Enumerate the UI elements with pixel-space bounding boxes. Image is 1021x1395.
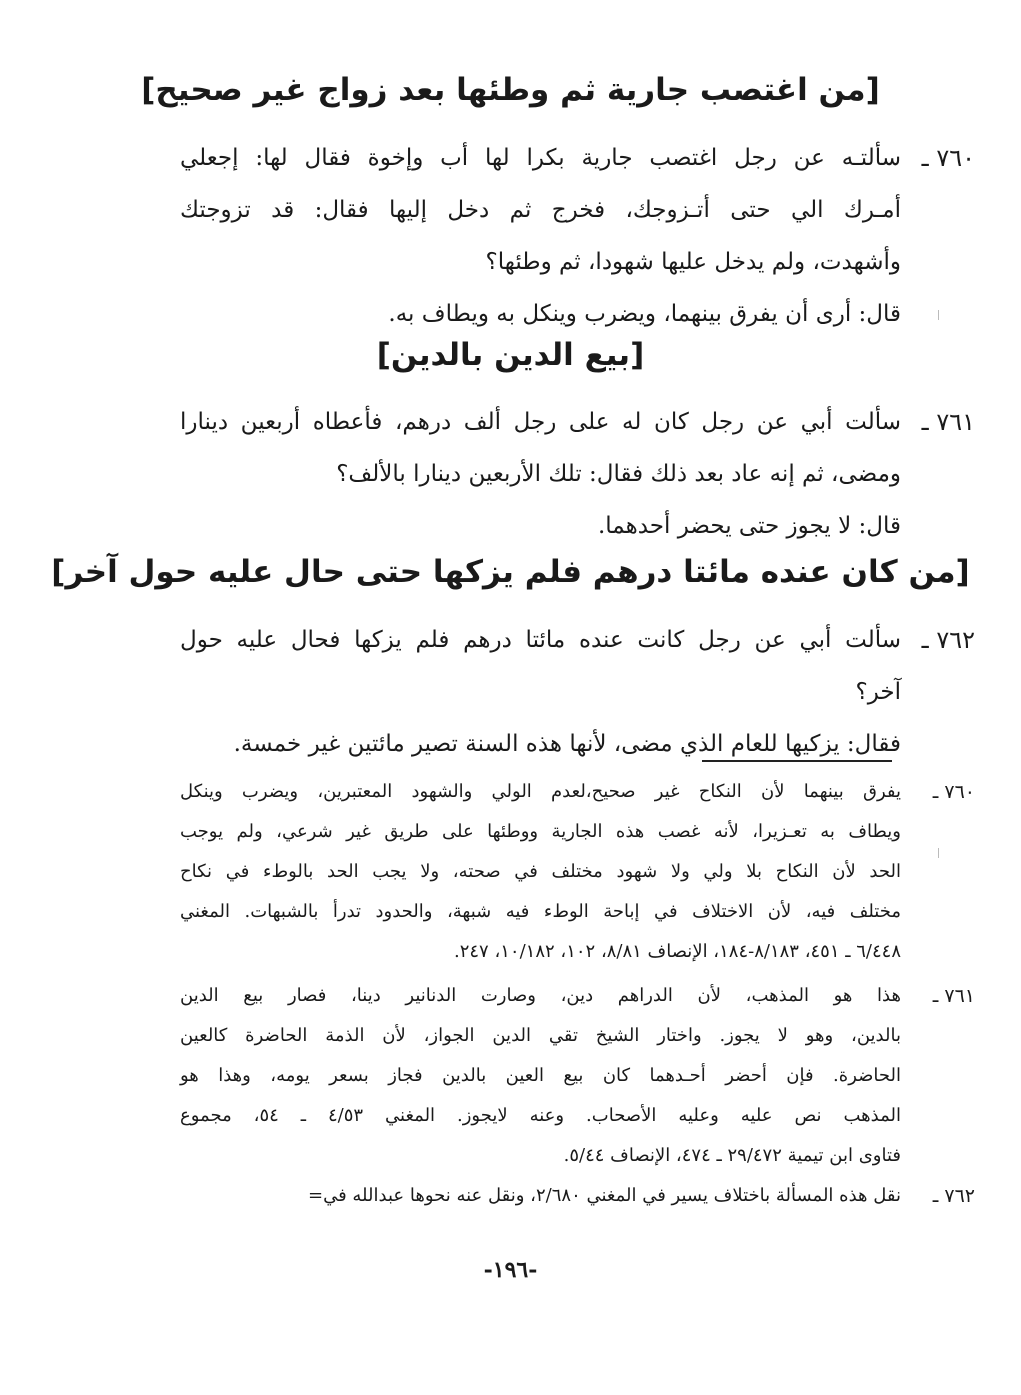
footnote-line: فتاوى ابن تيمية ٢٩/٤٧٢ ـ ٤٧٤، الإنصاف ٥/٤٤. (563, 1145, 901, 1166)
entry-line: أمـرك الي حتى أتـزوجك، فخرج ثم دخل إليها فقال: قد تزوجتك (180, 197, 901, 223)
margin-mark (938, 848, 939, 858)
entry-line: قال: لا يجوز حتى يحضر أحدهما. (597, 513, 901, 539)
footnote-separator (702, 760, 892, 762)
footnote-line: الحاضرة. فإن أحضر أحـدهما كان بيع العين بالدين فجاز بسعر يومه، وهذا هو (180, 1065, 901, 1086)
entry-762 (180, 614, 975, 770)
section-heading-762: [من كان عنده مائتا درهم فلم يزكها حتى حال عليه حول آخر] (51, 554, 970, 590)
footnote-line: مختلف فيه، لأن الاختلاف في إباحة الوطء فيه شبهة، والحدود تدرأ بالشبهات. المغني (180, 901, 901, 922)
footnote-line: المذهب نص عليه وعليه الأصحاب. وعنه لايجوز. المغني ٤/٥٣ ـ ٥٤، مجموع (180, 1105, 901, 1126)
footnote-line: نقل هذه المسألة باختلاف يسير في المغني ٢/٦٨٠، ونقل عنه نحوها عبدالله في= (308, 1185, 901, 1206)
footnote-line: ٦/٤٤٨ ـ ٤٥١، ٨/١٨٣-١٨٤، الإنصاف ٨/٨١، ١٠٢، ١٠/١٨٢، ٢٤٧. (453, 941, 901, 962)
footnote-line: هذا هو المذهب، لأن الدراهم دين، وصارت الدنانير دينا، فصار بيع الدين (180, 985, 901, 1006)
footnote-line: بالدين، وهو لا يجوز. واختار الشيخ تقي الدين الجواز، لأن الذمة الحاضرة كالعين (180, 1025, 901, 1046)
footnote-line: الحد لأن النكاح بلا ولي ولا شهود مختلف في صحته، ولا يجب الحد بالوطء في نكاح (180, 861, 901, 882)
entry-761 (180, 396, 975, 552)
entry-line: قال: أرى أن يفرق بينهما، ويضرب وينكل به ويطاف به. (388, 301, 901, 327)
footnote-number: ٧٦٠ ـ (932, 781, 975, 803)
entry-line: ومضى، ثم إنه عاد بعد ذلك فقال: تلك الأربعين دينارا بالألف؟ (336, 461, 901, 487)
entry-line: وأشهدت، ولم يدخل عليها شهودا، ثم وطئها؟ (485, 249, 901, 275)
entry-line: فقال: يزكيها للعام الذي مضى، لأنها هذه السنة تصير مائتين غير خمسة. (233, 731, 901, 757)
footnote-762 (180, 1176, 975, 1216)
footnote-number: ٧٦٢ ـ (932, 1185, 975, 1207)
entry-line: آخر؟ (855, 679, 901, 705)
entry-line: سألت أبي عن رجل كانت عنده مائتا درهم فلم يزكها فحال عليه حول (180, 627, 901, 653)
footnote-761 (180, 976, 975, 1176)
footnote-line: ويطاف به تعـزيرا، لأنه غصب هذه الجارية ووطئها على طريق غير شرعي، ولم يوجب (180, 821, 901, 842)
section-heading-760: [من اغتصب جارية ثم وطئها بعد زواج غير صحيح] (141, 72, 880, 108)
entry-line: سألت أبي عن رجل كان له على رجل ألف درهم، فأعطاه أربعين دينارا (180, 409, 901, 435)
footnote-line: يفرق بينهما لأن النكاح غير صحيح،لعدم الولي والشهود المعتبرين، ويضرب وينكل (180, 781, 901, 802)
entry-number: ٧٦٠ ـ (921, 144, 975, 172)
section-heading-761: [بيع الدين بالدين] (376, 337, 645, 373)
margin-mark (938, 310, 939, 320)
page-number: -١٩٦- (483, 1257, 538, 1283)
footnote-number: ٧٦١ ـ (932, 985, 975, 1007)
entry-number: ٧٦١ ـ (921, 408, 975, 436)
entry-line: سألتـه عن رجل اغتصب جارية بكرا لها أب وإخوة فقال لها: إجعلي (180, 145, 901, 171)
entry-number: ٧٦٢ ـ (921, 626, 975, 654)
footnote-760 (180, 772, 975, 972)
entry-760 (180, 132, 975, 340)
